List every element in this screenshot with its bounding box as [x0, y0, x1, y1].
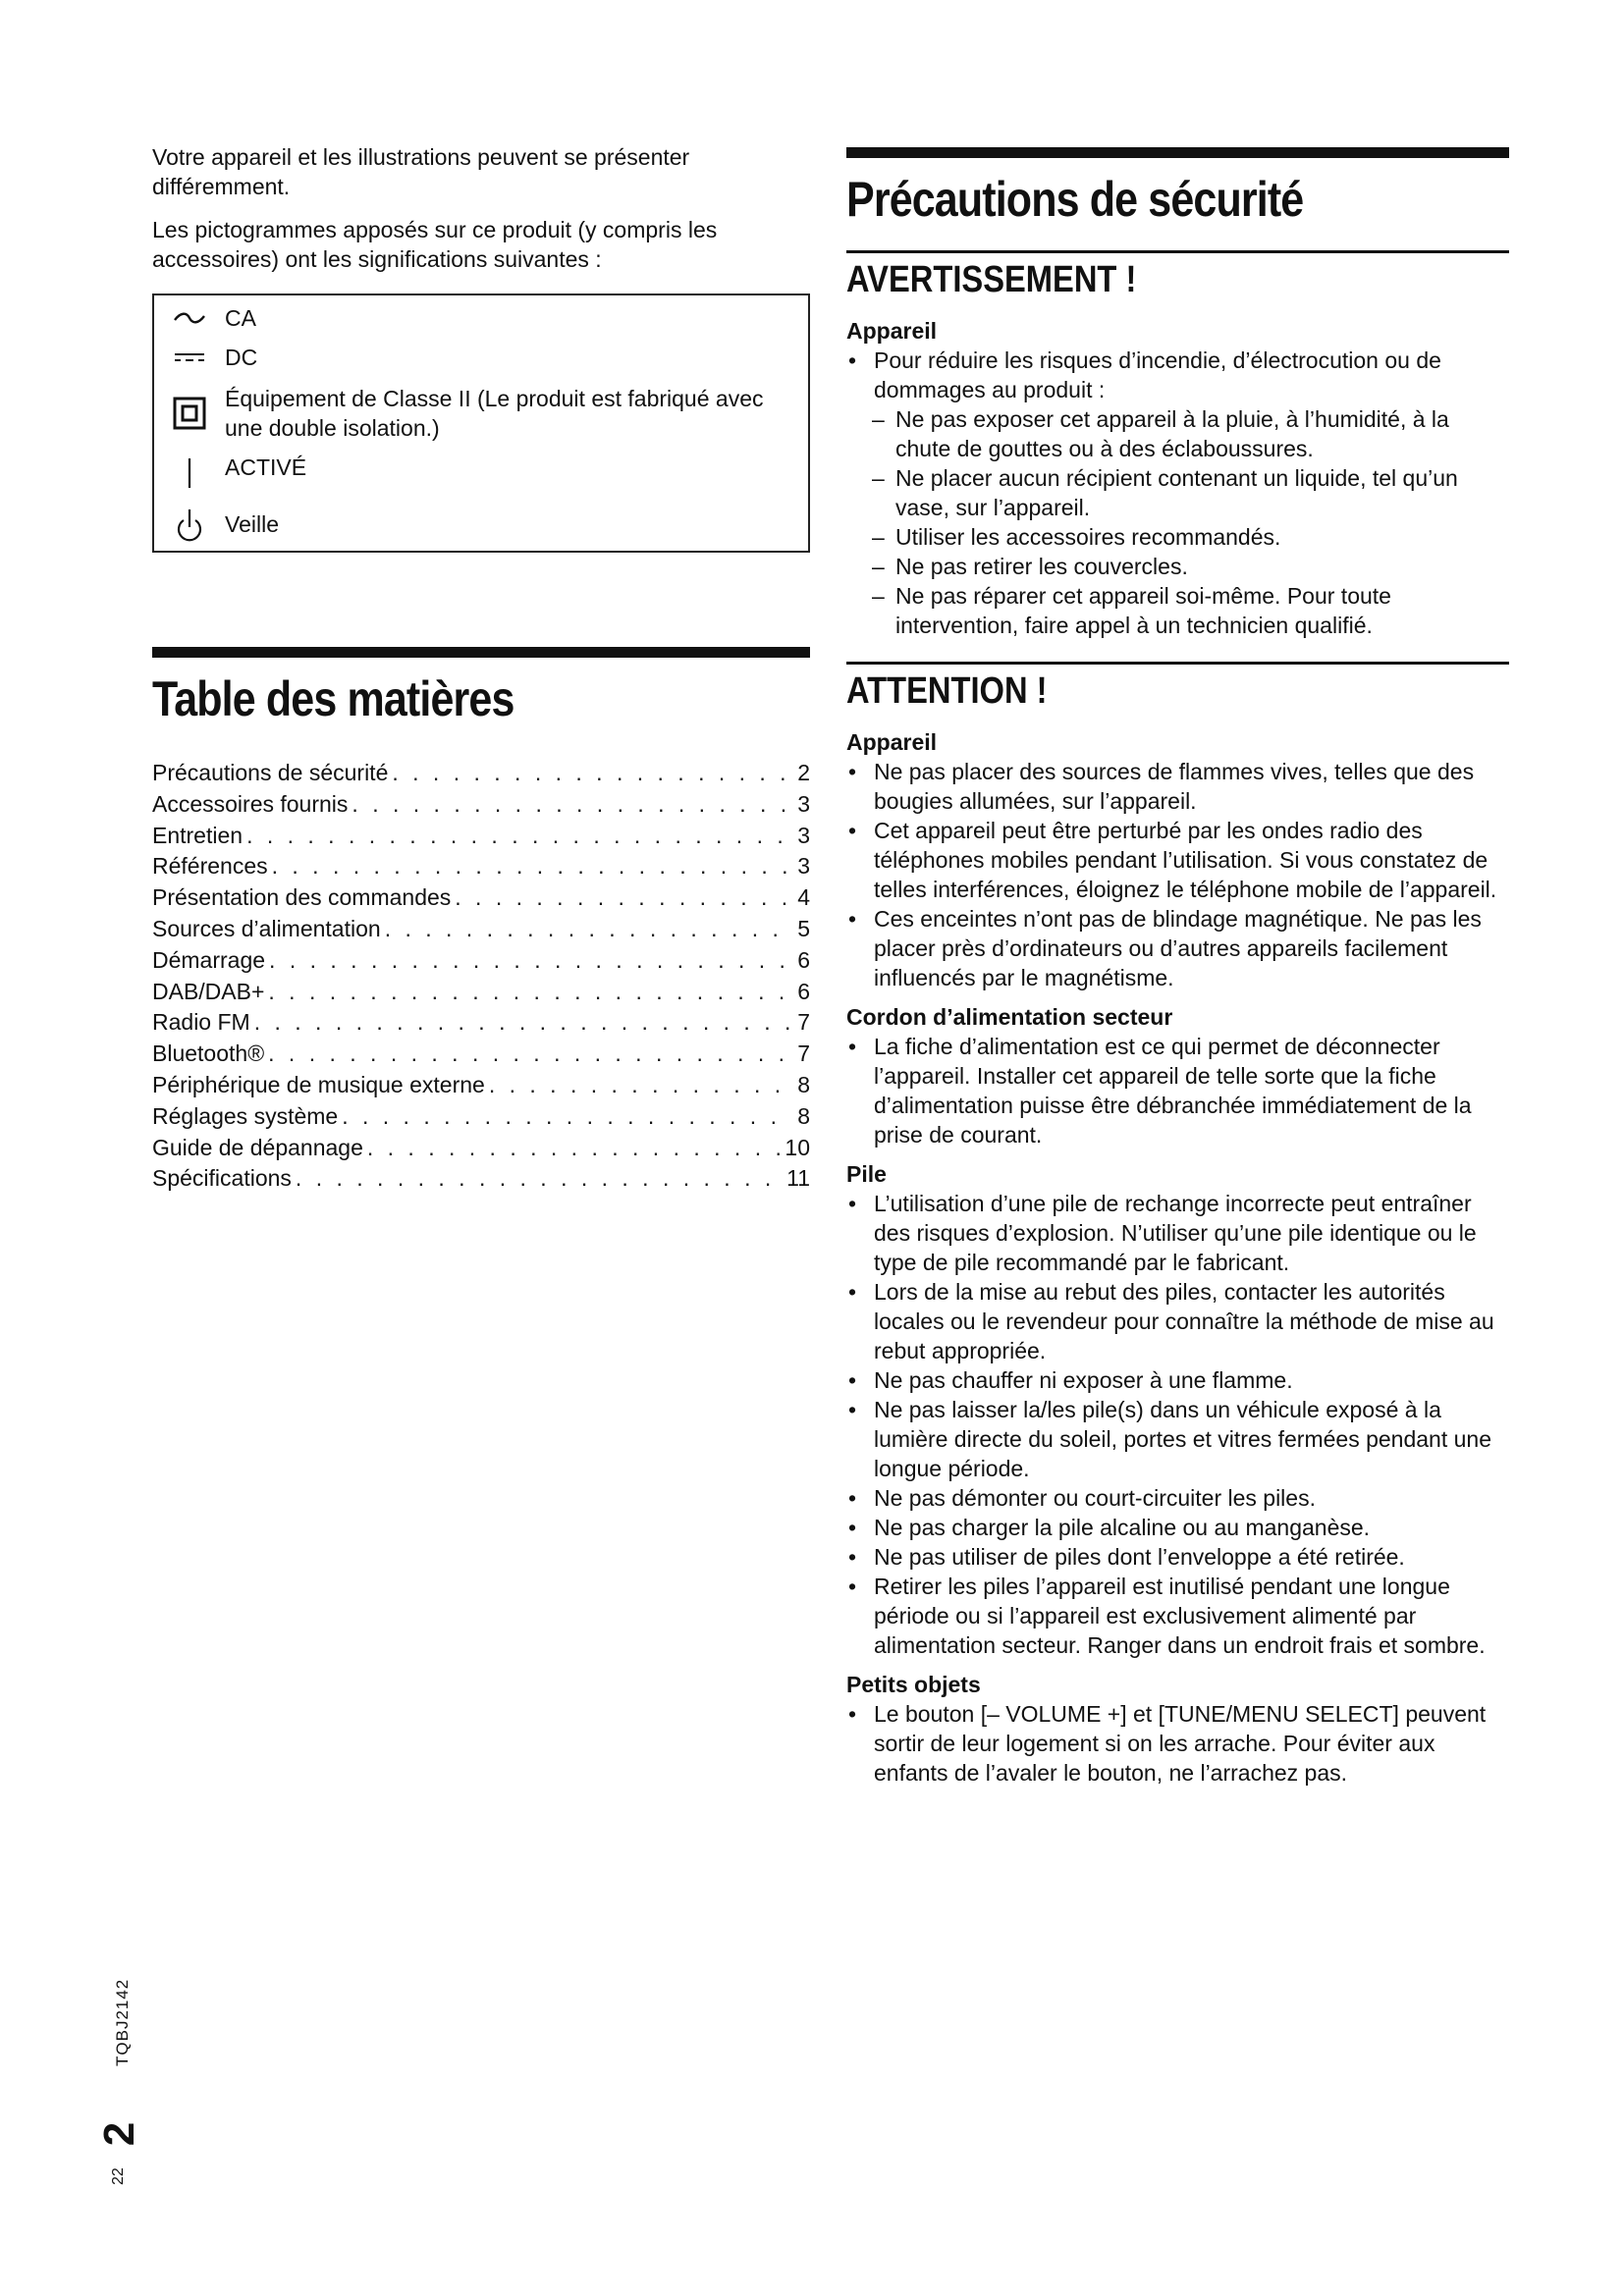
toc-entry-label: Spécifications [152, 1165, 292, 1192]
toc-title: Table des matières [152, 671, 514, 726]
toc-entry-label: Réglages système [152, 1102, 339, 1129]
class-ii-double-square-icon [154, 384, 225, 443]
pile-item: • Lors de la mise au rebut des piles, contacter les autorités locales ou le revendeur pour connaître la méthode de mise au rebut appropriée. [846, 1277, 1509, 1365]
toc-leader-dots [451, 882, 792, 914]
table-of-contents [152, 758, 810, 1195]
caution-appareil-item: • Ces enceintes n’ont pas de blindage magnétique. Ne pas les placer près d’ordinateurs ou d’autres appareils facilement influencés par le magnétisme. [846, 904, 1509, 992]
toc-entry-page: 8 [797, 1102, 810, 1129]
cordon-item: • La fiche d’alimentation est ce qui permet de déconnecter l’appareil. Installer cet appareil de telle sorte que la fiche d’alimentation puisse être débranchée immédiatement de la prise de courant. [846, 1032, 1509, 1149]
caution-appareil-item: • Cet appareil peut être perturbé par les ondes radio des téléphones mobiles pendant l’utilisation. Si vous constatez de telles interférences, éloignez le téléphone mobile de l’appareil. [846, 816, 1509, 904]
toc-entry-label: DAB/DAB+ [152, 978, 265, 1004]
toc-leader-dots [348, 789, 792, 821]
caution-appareil-text: Ne pas placer des sources de flammes vives, telles que des bougies allumées, sur l’appareil. [874, 759, 1475, 814]
pile-item: • Ne pas utiliser de piles dont l’enveloppe a été retirée. [846, 1542, 1509, 1572]
toc-entry-label: Accessoires fournis [152, 790, 349, 817]
pile-text: Ne pas chauffer ni exposer à une flamme. [874, 1367, 1293, 1393]
legend-text-on: ACTIVÉ [225, 454, 307, 480]
toc-entry-page: 3 [797, 853, 810, 880]
caution-title: ATTENTION ! [846, 670, 1048, 712]
petits-objets-text: Le bouton [– VOLUME +] et [TUNE/MENU SELECT] peuvent sortir de leur logement si on les arrache. Pour éviter aux enfants de l’avaler le bouton, ne l’arrachez pas. [874, 1701, 1487, 1786]
legend-text-class-ii: Équipement de Classe II (Le produit est fabriqué avec une double isolation.) [225, 386, 764, 441]
pile-item: • Ne pas démonter ou court-circuiter les piles. [846, 1483, 1509, 1513]
toc-entry-page: 7 [797, 1041, 810, 1067]
warning-dash-item: – Ne pas exposer cet appareil à la pluie, à l’humidité, à la chute de gouttes ou à des éclaboussures. [846, 404, 1509, 463]
toc-leader-dots [381, 914, 792, 945]
pile-item: • L’utilisation d’une pile de rechange incorrecte peut entraîner des risques d’explosion. N’utiliser qu’une pile identique ou le type de pile recommandé par le fabricant. [846, 1189, 1509, 1277]
toc-leader-dots [292, 1163, 786, 1195]
toc-entry-label: Précautions de sécurité [152, 760, 389, 785]
toc-entry-page: 5 [797, 915, 810, 941]
toc-entry-label: Références [152, 853, 268, 880]
warning-dash-item: – Ne pas réparer cet appareil soi-même. Pour toute intervention, faire appel à un technicien qualifié. [846, 581, 1509, 640]
warning-rule [846, 250, 1509, 253]
caution-appareil-list [846, 757, 1509, 992]
toc-entry [152, 1133, 810, 1164]
pile-heading: Pile [846, 1161, 887, 1187]
toc-entry-page: 6 [797, 946, 810, 973]
toc-entry-label: Présentation des commandes [152, 884, 452, 911]
warning-dash-text: Ne pas retirer les couvercles. [895, 554, 1188, 579]
toc-leader-dots [268, 851, 792, 882]
right-column [846, 147, 1509, 1788]
toc-entry-label: Entretien [152, 822, 244, 848]
toc-entry-page: 6 [797, 978, 810, 1004]
petits-objets-heading: Petits objets [846, 1672, 981, 1697]
legend-text-dc: DC [225, 345, 258, 370]
caution-appareil-text: Ces enceintes n’ont pas de blindage magnétique. Ne pas les placer près d’ordinateurs ou d’autres appareils facilement influencés par le magnétisme. [874, 906, 1482, 990]
pile-item: • Ne pas charger la pile alcaline ou au manganèse. [846, 1513, 1509, 1542]
pile-item: • Ne pas chauffer ni exposer à une flamme. [846, 1365, 1509, 1395]
warning-appareil-heading: Appareil [846, 318, 938, 344]
cordon-text: La fiche d’alimentation est ce qui permet de déconnecter l’appareil. Installer cet appareil de telle sorte que la fiche d’alimentation puisse être débranchée immédiatement de la prise de courant. [874, 1034, 1472, 1148]
warning-dash-item: – Ne pas retirer les couvercles. [846, 552, 1509, 581]
legend-text-standby: Veille [225, 511, 279, 537]
pile-list [846, 1189, 1509, 1660]
toc-entry [152, 851, 810, 882]
toc-leader-dots [243, 821, 792, 852]
caution-appareil-item: • Ne pas placer des sources de flammes vives, telles que des bougies allumées, sur l’appareil. [846, 757, 1509, 816]
pile-text: Retirer les piles l’appareil est inutilisé pendant une longue période ou si l’appareil est exclusivement alimenté par alimentation secteur. Ranger dans un endroit frais et sombre. [874, 1574, 1486, 1658]
page-number: 2 [95, 2121, 144, 2147]
legend-row-class-ii [154, 384, 808, 443]
pile-text: L’utilisation d’une pile de rechange incorrecte peut entraîner des risques d’explosion. N’utiliser qu’une pile identique ou le type de pile recommandé par le fabricant. [874, 1191, 1477, 1275]
toc-title-rule [152, 647, 810, 658]
cordon-heading: Cordon d’alimentation secteur [846, 1004, 1173, 1030]
warning-dash-text: Ne placer aucun récipient contenant un liquide, tel qu’un vase, sur l’appareil. [895, 465, 1458, 520]
warning-title: AVERTISSEMENT ! [846, 259, 1137, 300]
toc-entry [152, 914, 810, 945]
toc-entry-page: 8 [797, 1071, 810, 1097]
toc-leader-dots [485, 1070, 792, 1101]
warning-dash-text: Ne pas exposer cet appareil à la pluie, à l’humidité, à la chute de gouttes ou à des éclaboussures. [895, 406, 1449, 461]
toc-leader-dots [250, 1007, 792, 1039]
toc-entry-label: Périphérique de musique externe [152, 1071, 485, 1097]
toc-entry [152, 758, 810, 789]
toc-entry [152, 945, 810, 977]
toc-leader-dots [265, 945, 792, 977]
toc-entry [152, 977, 810, 1008]
caution-appareil-heading: Appareil [846, 729, 938, 755]
dc-symbol-icon [154, 343, 225, 372]
toc-leader-dots [388, 758, 792, 789]
toc-entry-page: 10 [785, 1134, 810, 1160]
warning-dash-text: Utiliser les accessoires recommandés. [895, 524, 1281, 550]
safety-title-rule [846, 147, 1509, 158]
standby-icon [154, 506, 225, 547]
pile-text: Ne pas utiliser de piles dont l’enveloppe a été retirée. [874, 1544, 1405, 1570]
toc-entry-label: Sources d’alimentation [152, 915, 381, 941]
legend-row-on [154, 453, 808, 492]
warning-dash-list [846, 404, 1509, 640]
caution-rule [846, 662, 1509, 665]
toc-entry [152, 1007, 810, 1039]
warning-bullet: • Pour réduire les risques d’incendie, d’électrocution ou de dommages au produit : [846, 346, 1509, 404]
intro-paragraph-1: Votre appareil et les illustrations peuvent se présenter différemment. [152, 144, 690, 199]
petits-objets-item: • Le bouton [– VOLUME +] et [TUNE/MENU SELECT] peuvent sortir de leur logement si on les arrache. Pour éviter aux enfants de l’avaler le bouton, ne l’arrachez pas. [846, 1699, 1509, 1788]
pile-text: Ne pas laisser la/les pile(s) dans un véhicule exposé à la lumière directe du soleil, portes et vitres fermées pendant une longue période. [874, 1397, 1491, 1481]
page-number-small: 22 [110, 2167, 127, 2185]
intro-paragraph-2: Les pictogrammes apposés sur ce produit (y compris les accessoires) ont les significations suivantes : [152, 217, 718, 272]
toc-entry-label: Radio FM [152, 1009, 250, 1036]
toc-leader-dots [338, 1101, 792, 1133]
toc-entry [152, 1039, 810, 1070]
power-on-line-icon [154, 453, 225, 492]
safety-title: Précautions de sécurité [846, 172, 1304, 227]
toc-entry-page: 3 [797, 822, 810, 848]
ac-tilde-icon [154, 303, 225, 333]
pile-item: • Ne pas laisser la/les pile(s) dans un véhicule exposé à la lumière directe du soleil, portes et vitres fermées pendant une longue période. [846, 1395, 1509, 1483]
toc-entry [152, 789, 810, 821]
legend-text-ac: CA [225, 305, 256, 331]
pile-text: Lors de la mise au rebut des piles, contacter les autorités locales ou le revendeur pour connaître la méthode de mise au rebut appropriée. [874, 1279, 1494, 1363]
toc-entry [152, 1101, 810, 1133]
toc-entry [152, 1070, 810, 1101]
warning-dash-item: – Utiliser les accessoires recommandés. [846, 522, 1509, 552]
toc-entry-page: 4 [797, 884, 810, 911]
toc-entry [152, 1163, 810, 1195]
pile-text: Ne pas démonter ou court-circuiter les piles. [874, 1485, 1316, 1511]
toc-entry-page: 3 [797, 790, 810, 817]
toc-entry-page: 11 [786, 1165, 810, 1192]
toc-entry-label: Bluetooth® [152, 1041, 265, 1067]
legend-row-ac [154, 303, 808, 333]
toc-entry-label: Démarrage [152, 946, 266, 973]
toc-entry [152, 882, 810, 914]
left-column [152, 142, 810, 1195]
warning-bullet-text: Pour réduire les risques d’incendie, d’électrocution ou de dommages au produit : [874, 347, 1441, 402]
legend-row-standby [154, 506, 808, 547]
legend-row-dc [154, 343, 808, 372]
toc-entry-page: 2 [797, 760, 810, 785]
toc-entry [152, 821, 810, 852]
cordon-list [846, 1032, 1509, 1149]
toc-entry-label: Guide de dépannage [152, 1134, 363, 1160]
symbol-legend-box [152, 294, 810, 553]
caution-appareil-text: Cet appareil peut être perturbé par les ondes radio des téléphones mobiles pendant l’utilisation. Si vous constatez de telles interférences, éloignez le téléphone mobile de l’appareil. [874, 818, 1497, 902]
petits-objets-list [846, 1699, 1509, 1788]
toc-entry-page: 7 [797, 1009, 810, 1036]
warning-dash-item: – Ne placer aucun récipient contenant un liquide, tel qu’un vase, sur l’appareil. [846, 463, 1509, 522]
toc-leader-dots [264, 1039, 792, 1070]
pile-text: Ne pas charger la pile alcaline ou au manganèse. [874, 1515, 1371, 1540]
pile-item: • Retirer les piles l’appareil est inutilisé pendant une longue période ou si l’appareil est exclusivement alimenté par alimentation secteur. Ranger dans un endroit frais et sombre. [846, 1572, 1509, 1660]
toc-leader-dots [363, 1133, 785, 1164]
toc-leader-dots [264, 977, 792, 1008]
warning-dash-text: Ne pas réparer cet appareil soi-même. Pour toute intervention, faire appel à un technicien qualifié. [895, 583, 1391, 638]
document-code: TQBJ2142 [113, 1978, 132, 2066]
